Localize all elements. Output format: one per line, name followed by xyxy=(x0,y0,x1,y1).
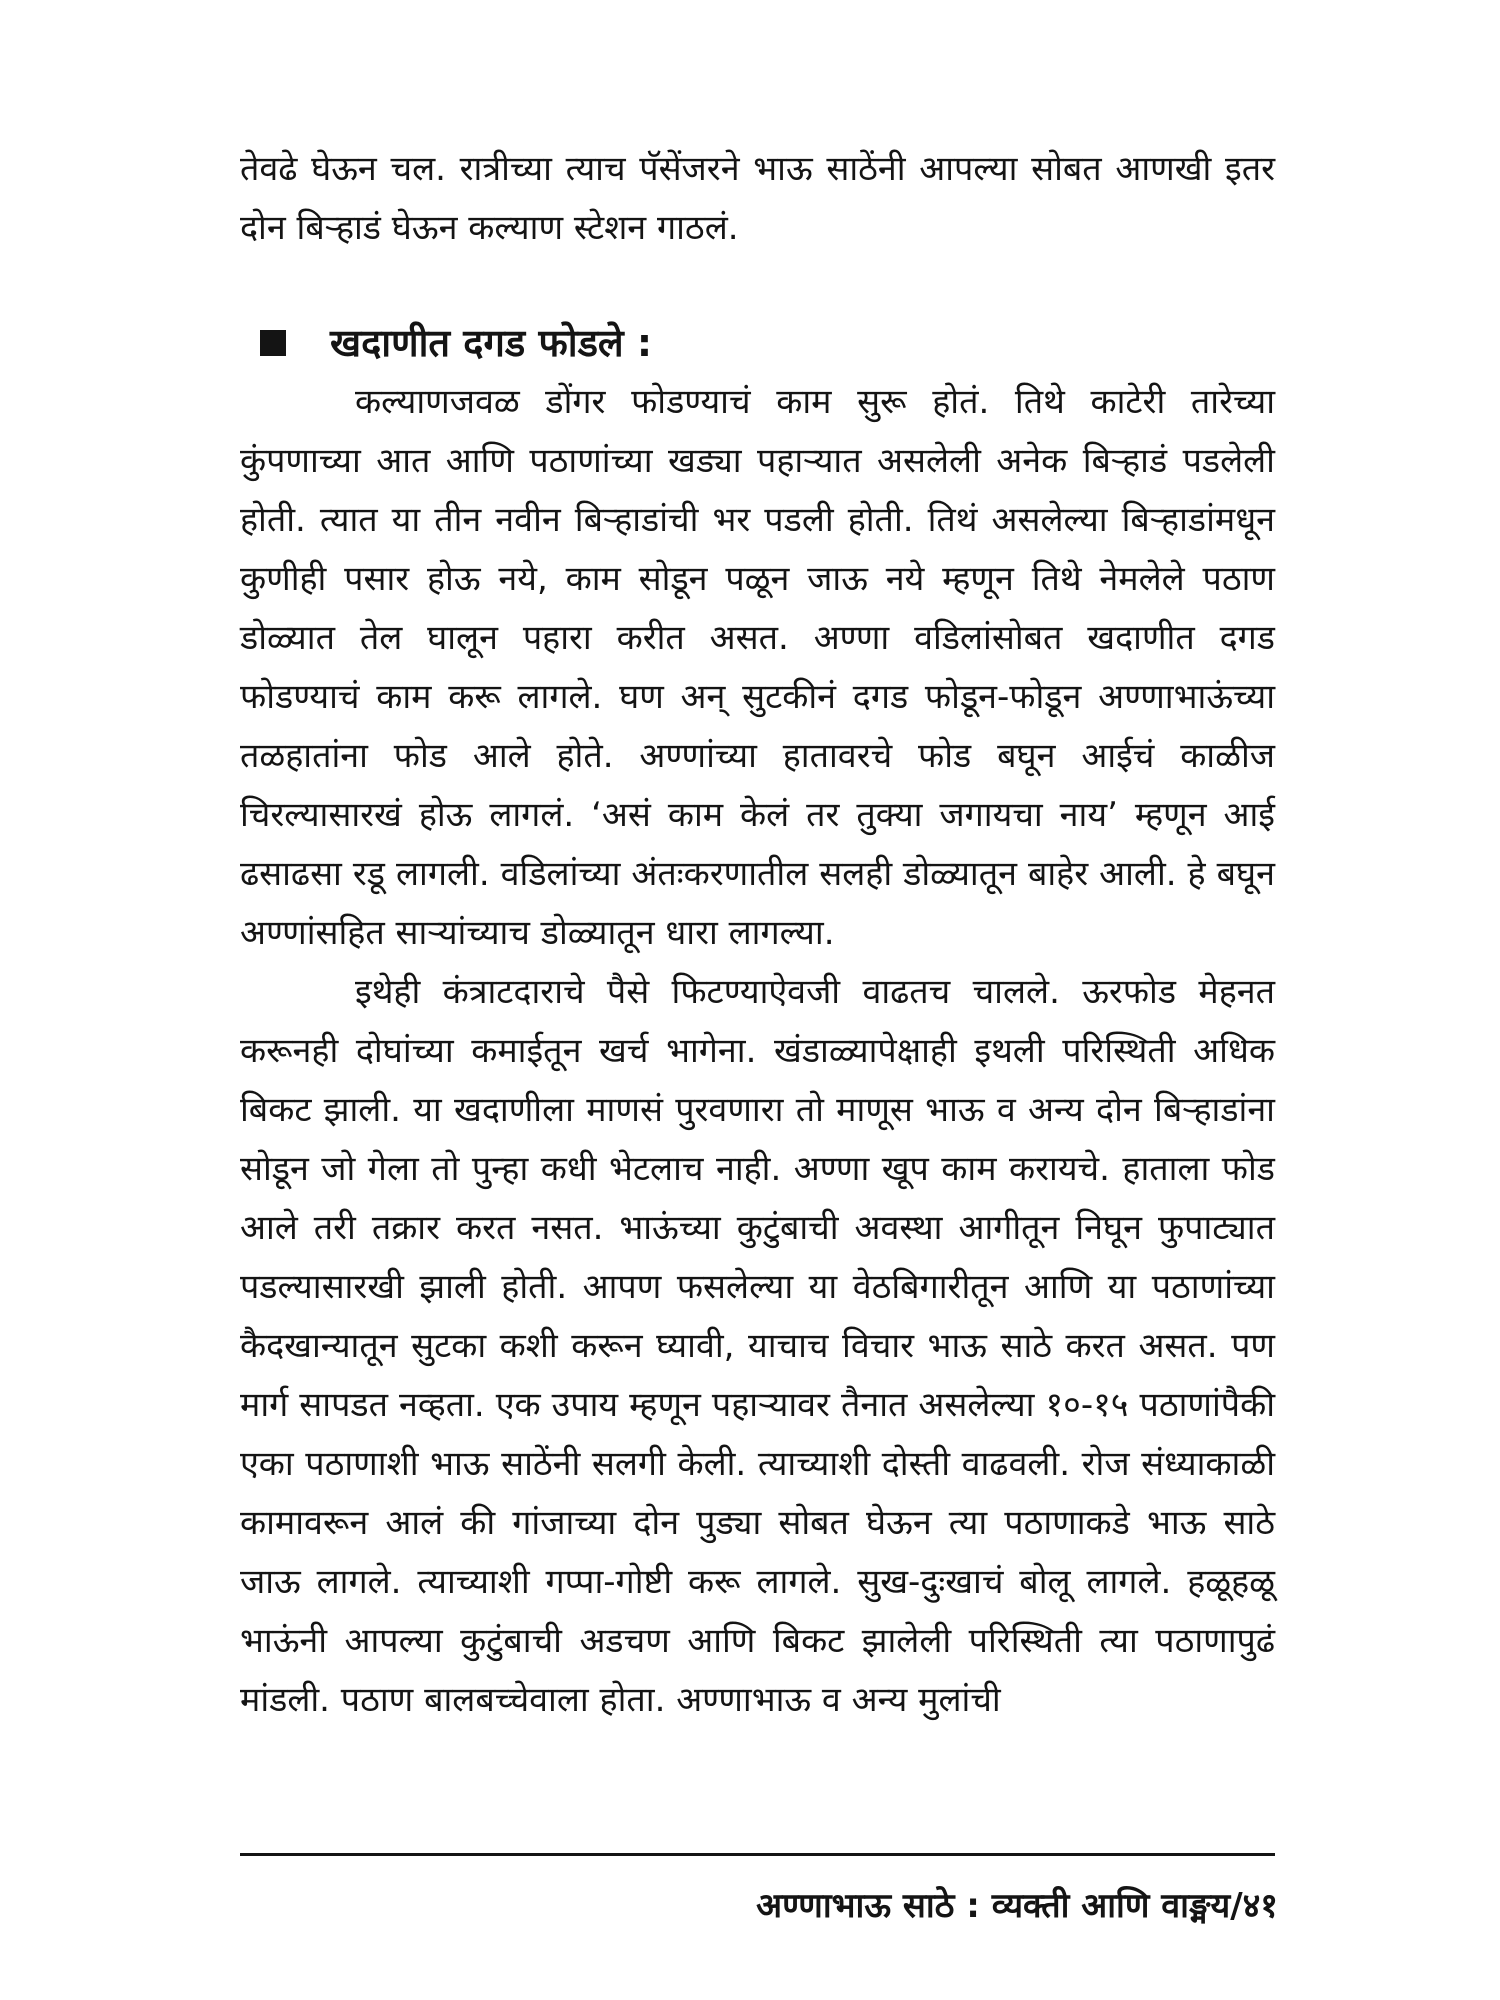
paragraph-2: इथेही कंत्राटदाराचे पैसे फिटण्याऐवजी वाढतच चालले. ऊरफोड मेहनत करूनही दोघांच्या कमाईतून खर्च भागेना. खंडाळ्यापेक्षाही इथली परिस्थिती अधिक बिकट झाली. या खदाणीला माणसं पुरवणारा तो माणूस भाऊ व अन्य दोन बिऱ्हाडांना सोडून जो गेला तो पुन्हा कधी भेटलाच नाही. अण्णा खूप काम करायचे. हाताला फोड आले तरी तक्रार करत नसत. भाऊंच्या कुटुंबाची अवस्था आगीतून निघून फुपाट्यात पडल्यासारखी झाली होती. आपण फसलेल्या या वेठबिगारीतून आणि या पठाणांच्या कैदखान्यातून सुटका कशी करून घ्यावी, याचाच विचार भाऊ साठे करत असत. पण मार्ग सापडत नव्हता. एक उपाय म्हणून पहाऱ्यावर तैनात असलेल्या १०-१५ पठाणांपैकी एका पठाणाशी भाऊ साठेंनी सलगी केली. त्याच्याशी दोस्ती वाढवली. रोज संध्याकाळी कामावरून आलं की गांजाच्या दोन पुड्या सोबत घेऊन त्या पठाणाकडे भाऊ साठे जाऊ लागले. त्याच्याशी गप्पा-गोष्टी करू लागले. सुख-दुःखाचं बोलू लागले. हळूहळू भाऊंनी आपल्या कुटुंबाची अडचण आणि बिकट झालेली परिस्थिती त्या पठाणापुढं मांडली. पठाण बालबच्चेवाला होता. अण्णाभाऊ व अन्य मुलांची xyxy=(240,972,1275,1720)
page-body xyxy=(240,140,1275,1730)
paragraph-1: कल्याणजवळ डोंगर फोडण्याचं काम सुरू होतं. तिथे काटेरी तारेच्या कुंपणाच्या आत आणि पठाणांच्या खड्या पहाऱ्यात असलेली अनेक बिऱ्हाडं पडलेली होती. त्यात या तीन नवीन बिऱ्हाडांची भर पडली होती. तिथं असलेल्या बिऱ्हाडांमधून कुणीही पसार होऊ नये, काम सोडून पळून जाऊ नये म्हणून तिथे नेमलेले पठाण डोळ्यात तेल घालून पहारा करीत असत. अण्णा वडिलांसोबत खदाणीत दगड फोडण्याचं काम करू लागले. घण अन् सुटकीनं दगड फोडून-फोडून अण्णाभाऊंच्या तळहातांना फोड आले होते. अण्णांच्या हातावरचे फोड बघून आईचं काळीज चिरल्यासारखं होऊ लागलं. ‘असं काम केलं तर तुक्या जगायचा नाय’ म्हणून आई ढसाढसा रडू लागली. वडिलांच्या अंतःकरणातील सलही डोळ्यातून बाहेर आली. हे बघून अण्णांसहित साऱ्यांच्याच डोळ्यातून धारा लागल्या. xyxy=(240,382,1275,953)
square-bullet-icon xyxy=(260,330,286,356)
footer-rule xyxy=(240,1853,1275,1856)
page-footer: अण्णाभाऊ साठे : व्यक्ती आणि वाङ्मय/४१ xyxy=(756,1886,1278,1926)
opening-paragraph: तेवढे घेऊन चल. रात्रीच्या त्याच पॅसेंजरने भाऊ साठेंनी आपल्या सोबत आणखी इतर दोन बिऱ्हाडं घेऊन कल्याण स्टेशन गाठलं. xyxy=(240,149,1275,248)
section-title: खदाणीत दगड फोडले : xyxy=(330,321,653,365)
section-heading xyxy=(240,313,1275,373)
